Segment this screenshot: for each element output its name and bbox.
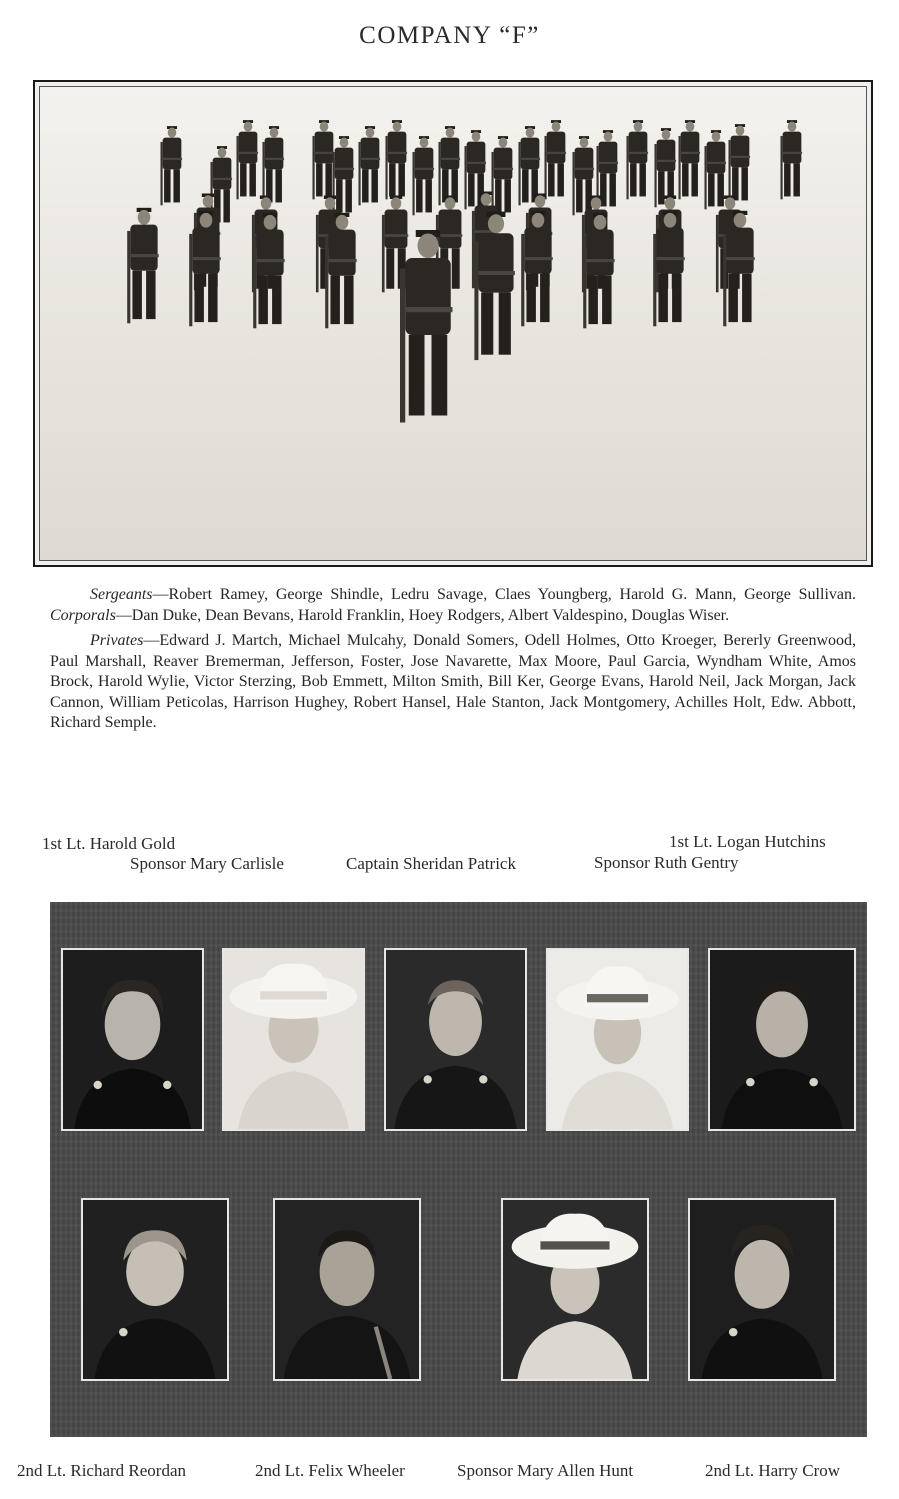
portrait-officer-5-image — [690, 1200, 834, 1379]
portrait-officer-5 — [688, 1198, 836, 1381]
sergeants-label: Sergeants — [90, 586, 153, 603]
soldier-figure — [236, 120, 258, 199]
soldier-figure — [438, 126, 460, 205]
portrait-officer-3 — [81, 1198, 229, 1381]
caption-first-lt-left: 1st Lt. Harold Gold — [42, 834, 176, 853]
portrait-sponsor-1-image — [224, 950, 363, 1129]
portrait-sponsor-1 — [222, 948, 365, 1131]
soldier-figure — [626, 120, 648, 199]
portrait-sponsor-3 — [501, 1198, 649, 1381]
soldier-figure — [385, 120, 407, 199]
caption-second-lt-reordan: 2nd Lt. Richard Reordan — [17, 1461, 187, 1480]
portrait-sponsor-2-image — [548, 950, 687, 1129]
soldier-figure — [332, 136, 354, 215]
portrait-officer-2-image — [710, 950, 854, 1129]
soldier-figure — [728, 124, 750, 203]
soldier-figure — [412, 136, 434, 215]
soldier-figure — [262, 126, 284, 205]
soldier-figure — [400, 230, 453, 423]
privates-label: Privates — [90, 632, 144, 649]
page-title: COMPANY “F” — [359, 22, 540, 49]
caption-sponsor-hunt: Sponsor Mary Allen Hunt — [457, 1461, 634, 1480]
soldier-figure — [654, 128, 676, 207]
soldier-figure — [491, 136, 513, 215]
soldier-figure — [160, 126, 182, 205]
soldier-figure — [312, 120, 334, 199]
portrait-captain-image — [386, 950, 525, 1129]
soldier-figure — [544, 120, 566, 199]
privates-names: —Edward J. Martch, Michael Mulcahy, Donald Somers, Odell Holmes, Otto Kroeger, Bererly Greenwood, Paul Marshall, Reaver Bremerman, Jefferson, Foster, Jose Navarette, Max Moore, Paul Garcia, Wyndham White, Amos Brock, Harold Wylie, Victor Sterzing, Bob Emmett, Milton Smith, Bill Ker, George Evans, Harold Neil, Jack Morgan, Jack Cannon, William Peticolas, Harrison Hughey, Robert Hansel, Hale Stanton, Jack Montgomery, Achilles Holt, Edw. Abbott, Richard Semple. — [50, 632, 856, 731]
sergeants-names: —Robert Ramey, George Shindle, Ledru Savage, Claes Youngberg, Harold G. Mann, George Sullivan. — [152, 586, 856, 603]
soldier-figure — [127, 208, 159, 323]
portrait-sponsor-3-image — [503, 1200, 647, 1379]
soldier-figure — [678, 120, 700, 199]
soldier-figure — [704, 130, 726, 209]
portrait-officer-1 — [61, 948, 204, 1131]
caption-sponsor-left: Sponsor Mary Carlisle — [130, 854, 284, 873]
roster-text — [50, 585, 856, 739]
caption-sponsor-right: Sponsor Ruth Gentry — [594, 853, 739, 872]
soldier-figure — [780, 120, 802, 199]
sergeants-corporals-paragraph — [50, 585, 856, 626]
portrait-sponsor-2 — [546, 948, 689, 1131]
caption-captain: Captain Sheridan Patrick — [346, 854, 516, 873]
corporals-label: Corporals — [50, 606, 116, 624]
soldiers-illustration — [40, 87, 867, 561]
company-group-photo — [33, 80, 873, 567]
privates-paragraph — [50, 631, 856, 734]
portrait-board — [50, 902, 867, 1437]
corporals-names: —Dan Duke, Dean Bevans, Harold Franklin, Hoey Rodgers, Albert Valdespino, Douglas Wiser. — [115, 606, 730, 624]
portrait-captain — [384, 948, 527, 1131]
portrait-officer-1-image — [63, 950, 202, 1129]
portrait-officer-4 — [273, 1198, 421, 1381]
caption-second-lt-wheeler: 2nd Lt. Felix Wheeler — [255, 1461, 405, 1480]
soldier-figure — [358, 126, 380, 205]
caption-second-lt-crow: 2nd Lt. Harry Crow — [705, 1461, 841, 1480]
portrait-officer-3-image — [83, 1200, 227, 1379]
caption-first-lt-right: 1st Lt. Logan Hutchins — [669, 832, 826, 851]
portrait-officer-2 — [708, 948, 856, 1131]
portrait-officer-4-image — [275, 1200, 419, 1379]
soldier-figure — [518, 126, 540, 205]
